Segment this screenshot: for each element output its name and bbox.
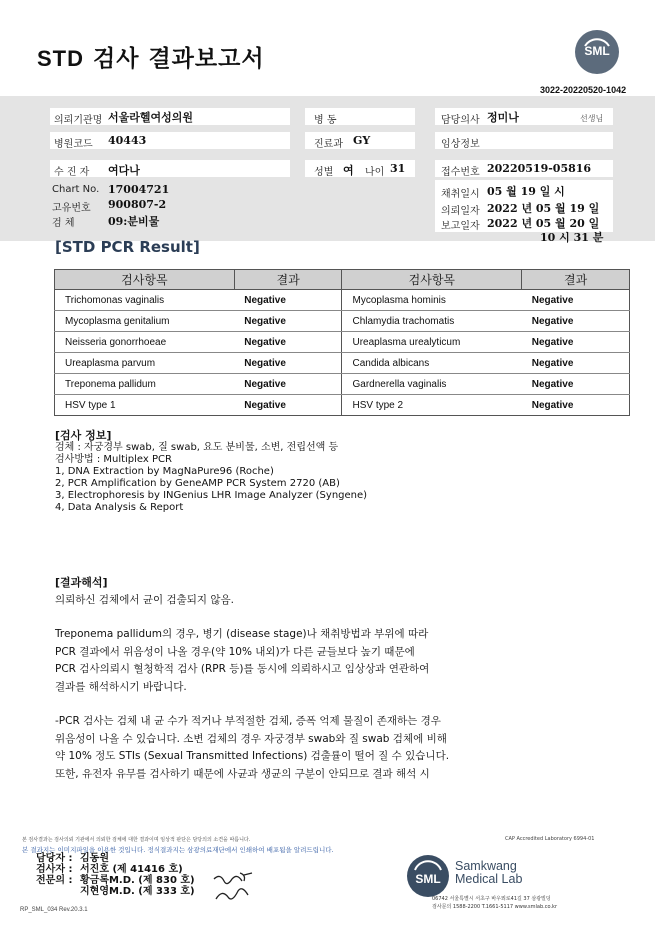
col-header-result: 결과 [234,270,342,290]
results-header-row [55,270,630,290]
cap-accreditation: CAP Accredited Laboratory 6994-01 [505,836,595,842]
col-header-item: 검사항목 [55,270,235,290]
interpretation-summary: 의뢰하신 검체에서 균이 검출되지 않음. [55,593,234,606]
report-label: 보고일자 [441,221,480,232]
test-name: HSV type 2 [342,395,522,416]
interpretation-line: -PCR 검사는 검체 내 균 수가 적거나 부적절한 검체, 증폭 억제 물질이 존재하는 경우 [55,715,441,727]
footer-note: 본 결과지는 이미지파일을 이용한 것입니다. 정식결과지는 삼광의료재단에서 인쇄하여 배포됨을 알려드립니다. [22,846,334,854]
staff-role: 전문의 : [36,875,73,886]
specimen-value: 09:분비물 [108,215,160,228]
staff-name: 황금록M.D. (제 830 호) [80,875,195,886]
interpretation-line: 결과를 해석하시기 바랍니다. [55,680,187,693]
col-header-item: 검사항목 [342,270,522,290]
table-row [55,290,630,311]
doctor-label: 담당의사 [441,115,480,126]
sml-logo [575,30,619,74]
department-value: GY [353,134,371,147]
ward-label: 병 동 [314,115,337,126]
receipt-label: 접수번호 [441,167,480,178]
lab-address [432,895,557,911]
test-result: Negative [234,290,342,311]
test-name: Ureaplasma urealyticum [342,332,522,353]
collect-value: 05 월 19 일 시 [487,185,565,198]
report-value: 2022 년 05 월 20 일 [487,217,600,230]
department-label: 진료과 [314,139,343,150]
results-table [54,269,630,416]
request-label: 의뢰일자 [441,206,480,217]
unique-value: 900807-2 [108,198,167,211]
test-name: Chlamydia trachomatis [342,311,522,332]
patient-info-panel [0,96,655,244]
clinical-label: 임상정보 [441,139,480,150]
table-row [55,311,630,332]
report-header [0,0,655,96]
lab-name [455,860,522,886]
test-result: Negative [234,395,342,416]
doctor-suffix: 선생님 [580,114,604,123]
hospital-code-label: 병원코드 [54,139,93,150]
lab-address-line1: 06742 서울특별시 서초구 바우뫼로41길 37 삼광빌딩 [432,896,551,902]
test-info-line: 3, Electrophoresis by INGenius LHR Image Analyzer (Syngene) [55,490,368,501]
interpretation-heading: [결과해석] [55,576,108,589]
test-name: Mycoplasma hominis [342,290,522,311]
signature-icon [210,869,260,905]
sex-label: 성별 [314,167,334,178]
staff-row [36,886,195,897]
test-name: HSV type 1 [55,395,235,416]
interpretation-line: PCR 결과에서 위음성이 나올 경우(약 10% 내외)가 다른 균들보다 높기 때문에 [55,645,415,658]
lab-address-line2: 검사문의 1588-2200 T.1661-5117 www.smlab.co.kr [432,904,557,910]
col-header-result: 결과 [522,270,630,290]
interpretation-line: PCR 검사의뢰시 혈청학적 검사 (RPR 등)를 동시에 의뢰하시고 임상상과 연관하여 [55,663,430,675]
test-result: Negative [234,353,342,374]
unique-label: 고유번호 [52,203,91,214]
test-info-line: 검체 : 자궁경부 swab, 질 swab, 요도 분비물, 소변, 전립선액 등 [55,442,339,453]
request-value: 2022 년 05 월 19 일 [487,202,600,215]
test-result: Negative [234,332,342,353]
table-row [55,395,630,416]
receipt-value: 20220519-05816 [487,162,592,175]
sex-value: 여 [343,164,354,177]
interpretation-line: 또한, 유전자 유무를 검사하기 때문에 사균과 생균의 구분이 안되므로 결과 해석 시 [55,767,430,780]
staff-role: 담당자 : [36,853,73,864]
staff-row [36,864,195,875]
test-result: Negative [522,290,630,311]
test-info-section [55,430,367,514]
specimen-label: 검 체 [52,218,75,229]
lab-name-line2: Medical Lab [455,872,523,886]
test-result: Negative [234,311,342,332]
test-result: Negative [522,353,630,374]
test-info-line: 검사방법 : Multiplex PCR [55,454,172,465]
age-label: 나이 [365,167,385,178]
collect-label: 채취일시 [441,189,480,200]
staff-list [36,853,195,897]
test-name: Treponema pallidum [55,374,235,395]
test-name: Gardnerella vaginalis [342,374,522,395]
test-name: Mycoplasma genitalium [55,311,235,332]
staff-role [36,886,80,897]
footer-disclaimer: 본 검사결과는 검사의뢰 기관에서 의뢰한 검체에 대한 결과이며 임상적 판단은 담당의의 소견을 따릅니다. [22,837,251,843]
interpretation-line: 위음성이 나올 수 있습니다. 소변 검체의 경우 자궁경부 swab와 질 swab 검체에 비해 [55,732,447,745]
test-name: Neisseria gonorrhoeae [55,332,235,353]
institution-label: 의뢰기관명 [54,115,103,126]
interpretation-line: 약 10% 정도 STIs (Sexual Transmitted Infections) 검출률이 떨어 질 수 있습니다. [55,750,450,762]
staff-name: 서진호 (제 41416 호) [80,864,183,875]
test-info-line: 1, DNA Extraction by MagNaPure96 (Roche) [55,466,274,477]
test-info-line: 4, Data Analysis & Report [55,502,184,513]
doctor-value: 정미나 [487,111,519,124]
results-title: [STD PCR Result] [55,238,200,256]
staff-name: 김동원 [80,853,109,864]
lab-name-line1: Samkwang [455,859,517,873]
test-name: Candida albicans [342,353,522,374]
report-footer [0,835,655,925]
test-result: Negative [522,332,630,353]
chart-label: Chart No. [52,184,100,195]
sml-lab-logo-text: SML [415,872,441,886]
name-label: 수 진 자 [54,167,90,178]
table-row [55,353,630,374]
name-value: 여다나 [108,164,140,177]
test-result: Negative [522,395,630,416]
logo-text: SML [584,44,610,58]
institution-value: 서울라헬여성의원 [108,111,194,124]
hospital-code-value: 40443 [108,134,147,147]
test-result: Negative [234,374,342,395]
title-prefix: STD [37,46,84,71]
test-name: Ureaplasma parvum [55,353,235,374]
staff-name: 지현영M.D. (제 333 호) [80,886,195,897]
test-result: Negative [522,374,630,395]
interpretation-line: Treponema pallidum의 경우, 병기 (disease stage)나 채취방법과 부위에 따라 [55,628,429,640]
report-time-value: 10 시 31 분 [540,231,604,244]
table-row [55,374,630,395]
form-code: RP_SML_034 Rev.20.3.1 [20,907,88,913]
interpretation-section [55,574,615,783]
test-result: Negative [522,311,630,332]
sml-lab-logo-icon [405,853,451,899]
table-row [55,332,630,353]
report-title [37,40,265,73]
test-name: Trichomonas vaginalis [55,290,235,311]
document-code-line1: 3022-20220520-1042 [540,85,627,95]
age-value: 31 [390,162,406,175]
chart-value: 17004721 [108,183,170,196]
staff-row [36,853,195,864]
staff-row [36,875,195,886]
title-text: 검사 결과보고서 [93,46,265,72]
staff-role: 검사자 : [36,864,73,875]
test-info-line: 2, PCR Amplification by GeneAMP PCR System 2720 (AB) [55,478,340,489]
test-info-heading: [검사 정보] [55,429,112,442]
